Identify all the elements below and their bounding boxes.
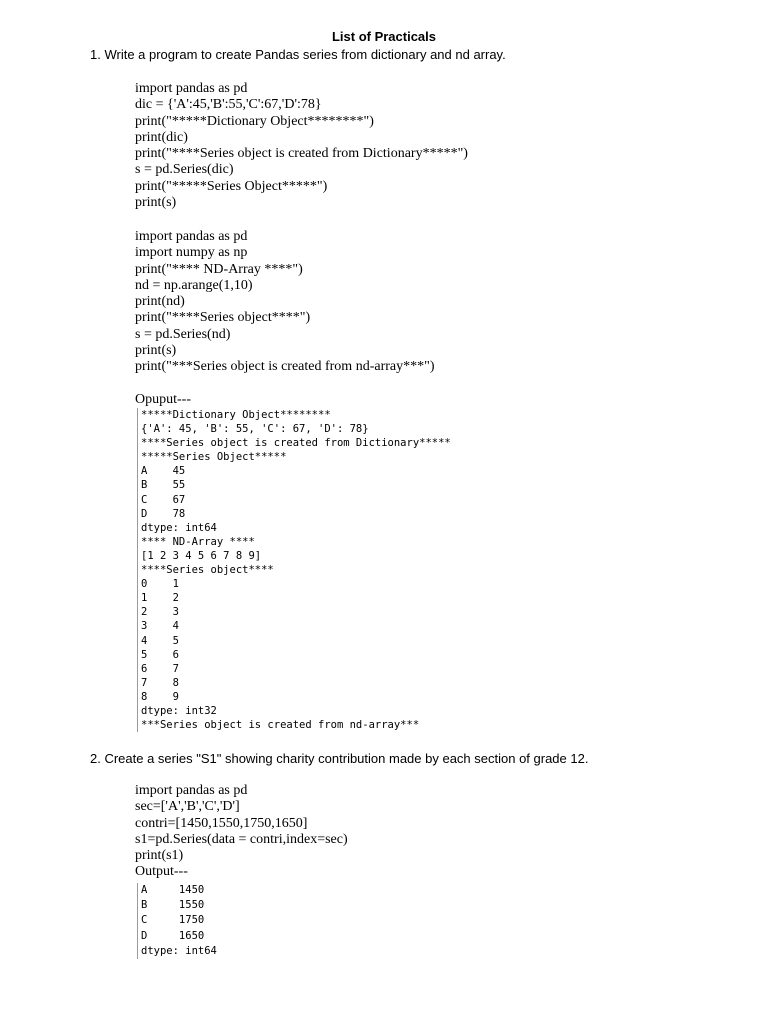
- code-line: import pandas as pd: [135, 783, 248, 798]
- code-line: print("****Series object****"): [135, 310, 311, 326]
- output-line: D 78: [141, 507, 186, 520]
- output-line: 2 3: [141, 606, 179, 619]
- code-line: contri=[1450,1550,1750,1650]: [135, 815, 308, 831]
- code-block-dictionary: [135, 81, 468, 211]
- console-output-1: [137, 408, 451, 732]
- output-line: *****Series Object*****: [141, 451, 287, 464]
- code-line: s = pd.Series(dic): [135, 162, 234, 178]
- code-block-ndarray: [135, 229, 435, 376]
- output-line: C 1750: [141, 914, 205, 927]
- output-line: 0 1: [141, 578, 179, 591]
- question-2: 2. Create a series "S1" showing charity contribution made by each section of grade 12.: [90, 751, 589, 766]
- code-line: import numpy as np: [135, 245, 248, 261]
- code-line: nd = np.arange(1,10): [135, 277, 253, 293]
- output-line: C 67: [141, 493, 186, 506]
- code-line: import pandas as pd: [135, 229, 248, 244]
- output-line: 4 5: [141, 634, 179, 647]
- code-line: print(s): [135, 195, 177, 211]
- output-line: 6 7: [141, 662, 179, 675]
- output-line: ****Series object is created from Dictionary*****: [141, 437, 451, 450]
- code-line: dic = {'A':45,'B':55,'C':67,'D':78}: [135, 97, 322, 113]
- code-line: print("**** ND-Array ****"): [135, 261, 303, 277]
- code-line: import pandas as pd: [135, 81, 248, 96]
- output-line: D 1650: [141, 929, 205, 942]
- code-line: s = pd.Series(nd): [135, 326, 231, 342]
- code-block-charity: [135, 783, 348, 881]
- code-line: print(dic): [135, 129, 188, 145]
- output-line: A 1450: [141, 884, 205, 896]
- output-label: Opuput---: [135, 392, 191, 407]
- output-line: B 55: [141, 479, 186, 492]
- output-line: ****Series object****: [141, 564, 274, 577]
- output-line: dtype: int64: [141, 944, 217, 957]
- code-line: print(s): [135, 343, 177, 359]
- output-line: **** ND-Array ****: [141, 535, 255, 548]
- code-line: print(nd): [135, 294, 185, 310]
- output-line: A 45: [141, 465, 186, 478]
- code-line: print("***Series object is created from nd-array***"): [135, 359, 435, 375]
- code-line: print(s1): [135, 848, 184, 864]
- output-line: 3 4: [141, 620, 179, 633]
- output-line: *****Dictionary Object********: [141, 409, 331, 421]
- output-line: 8 9: [141, 690, 179, 703]
- output-line: dtype: int64: [141, 521, 217, 534]
- output-line: dtype: int32: [141, 704, 217, 717]
- output-line: 7 8: [141, 676, 179, 689]
- output-label: Output---: [135, 864, 188, 880]
- code-line: s1=pd.Series(data = contri,index=sec): [135, 831, 348, 847]
- code-line: sec=['A','B','C','D']: [135, 799, 240, 815]
- code-line: print("*****Dictionary Object********"): [135, 113, 374, 129]
- output-line: B 1550: [141, 899, 205, 912]
- code-line: print("*****Series Object*****"): [135, 178, 328, 194]
- question-1: 1. Write a program to create Pandas series from dictionary and nd array.: [90, 47, 506, 62]
- output-line: {'A': 45, 'B': 55, 'C': 67, 'D': 78}: [141, 423, 369, 436]
- console-output-2: [137, 883, 217, 959]
- output-line: [1 2 3 4 5 6 7 8 9]: [141, 549, 262, 562]
- code-line: print("****Series object is created from Dictionary*****"): [135, 146, 468, 162]
- document-title: List of Practicals: [331, 29, 437, 44]
- output-line: 1 2: [141, 592, 179, 605]
- output-line: 5 6: [141, 648, 179, 661]
- output-line: ***Series object is created from nd-array***: [141, 719, 420, 732]
